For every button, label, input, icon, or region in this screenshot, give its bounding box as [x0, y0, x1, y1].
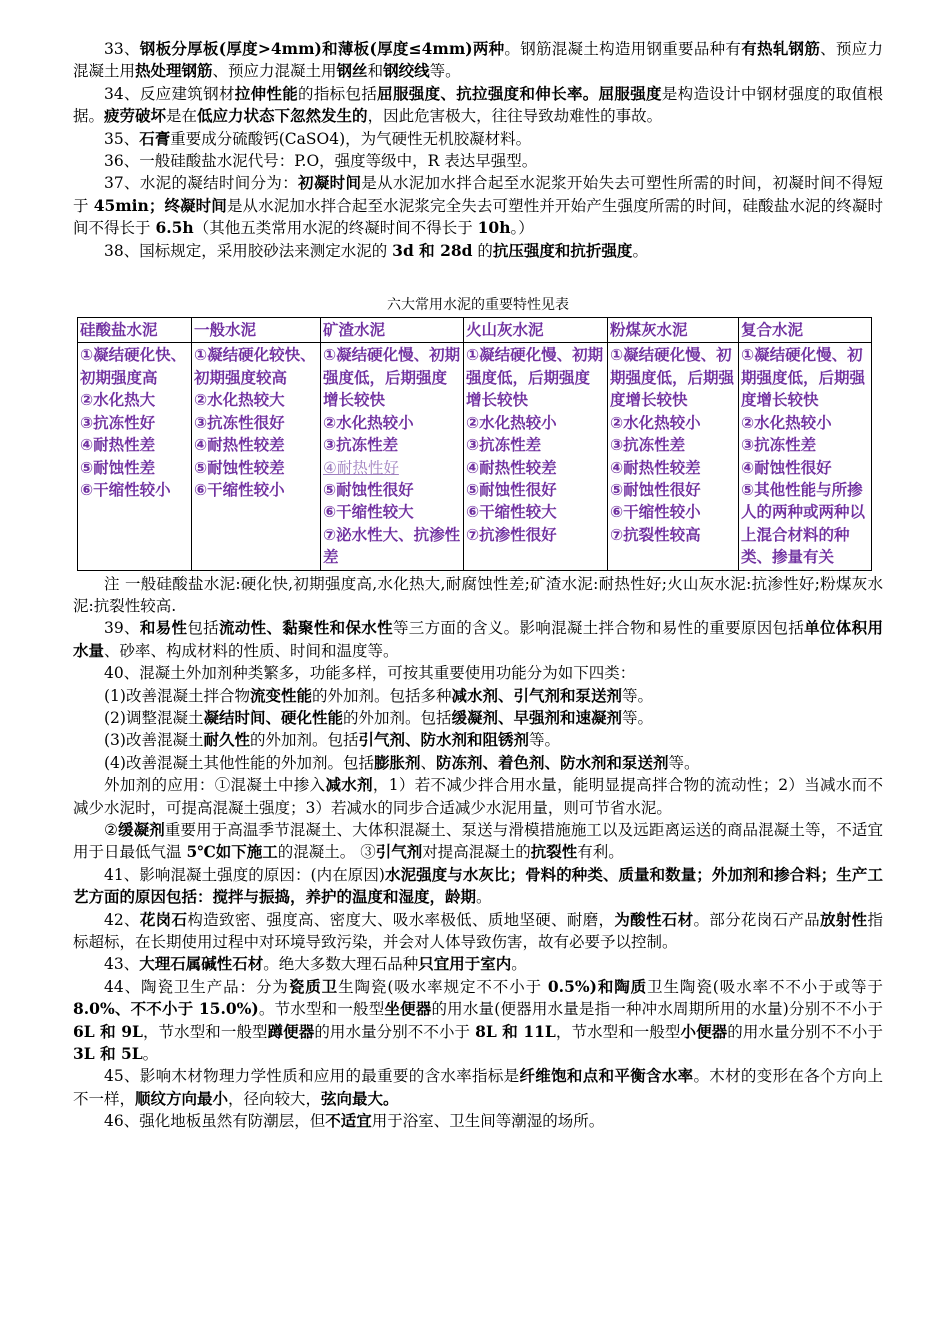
text-run: 等。	[668, 753, 700, 772]
bold-text: 10h	[477, 218, 511, 238]
bold-text: 为酸性石材	[614, 909, 694, 929]
text-run: (1)改善混凝土拌合物	[104, 686, 250, 705]
bold-text: 凝结时间、硬化性能	[203, 707, 343, 727]
text-run: 。	[142, 1045, 159, 1064]
property-item: ⑤其他性能与所掺人的两种或两种以上混合材料的种类、掺量有关	[741, 480, 866, 567]
text-section-top	[73, 38, 883, 262]
bold-text: 疲劳破坏	[104, 106, 167, 126]
paragraph	[73, 685, 883, 707]
text-run: ，1）若不减少拌合用水量，能明显提高拌合物的流动性；2）当减水而不减少水泥时，可提高混凝土强度；3）若减水的同步合适减少水泥用量，则可节省水泥。	[73, 776, 883, 817]
text-run: 有利。	[577, 843, 624, 862]
property-item: ③抗冻性差	[323, 436, 399, 455]
property-item: ⑥干缩性较大	[323, 503, 414, 522]
text-run: 卫生陶瓷(吸水率不不小于或等于	[647, 977, 883, 996]
paragraph	[73, 128, 883, 150]
text-run: 的用水量(便器用水量是指一种冲水周期所用的水量)分别不不小于	[431, 1000, 883, 1019]
property-item: ③抗冻性差	[466, 436, 542, 455]
bold-text: 耐久性	[203, 730, 250, 750]
text-run: (3)改善混凝土	[104, 731, 204, 750]
header-cell: 粉煤灰水泥	[608, 318, 739, 343]
text-run: 等。	[622, 708, 654, 727]
bold-text: 拉伸性能	[234, 83, 299, 103]
bold-text: 45min；终凝时间	[93, 195, 227, 215]
header-cell: 矿渣水泥	[321, 318, 464, 343]
property-item: ⑦泌水性大、抗渗性差	[323, 525, 461, 567]
paragraph	[73, 909, 883, 954]
property-item: ④耐热性较差	[610, 458, 701, 477]
text-run: 、砂率、构成材料的性质、时间和温度等。	[104, 641, 399, 660]
text-run: 43、	[104, 955, 140, 974]
header-cell: 硅酸盐水泥	[78, 318, 192, 343]
paragraph	[73, 38, 883, 83]
bold-text: 不适宜	[325, 1111, 372, 1131]
property-item: ②水化热较小	[741, 413, 832, 432]
bold-text: 蹲便器	[267, 1021, 315, 1041]
bold-text: 小便器	[680, 1021, 728, 1041]
property-item: ①凝结硬化慢、初期强度低，后期强度增长较快	[610, 346, 735, 410]
bold-text: 和易性	[139, 618, 188, 638]
bold-text: 钢板分厚板(厚度>4mm)和薄板(厚度≤4mm)两种	[139, 39, 505, 58]
bold-text: 0.5%)和陶质	[547, 976, 648, 996]
table-header-row	[78, 318, 872, 343]
text-run: 的指标包括	[298, 84, 378, 103]
paragraph	[73, 172, 883, 239]
paragraph	[73, 1110, 883, 1132]
bold-text: 石膏	[139, 128, 171, 148]
text-run: 等。	[529, 731, 561, 750]
bold-text: 屈服强度、抗拉强度和伸长率。屈服强度	[377, 83, 662, 103]
property-item: ⑥干缩性较小	[610, 503, 701, 522]
bold-text: 6.5h	[155, 218, 194, 238]
text-run: 。）	[510, 219, 534, 238]
property-cell	[608, 343, 739, 570]
header-cell: 复合水泥	[739, 318, 872, 343]
text-run: 。	[511, 955, 527, 974]
text-run: 是从水泥加水拌合起至水泥浆完全失去可塑性并开始产生强度所需的时间，硅酸盐水泥的终凝时间不得长于	[73, 196, 883, 238]
bold-text: 初凝时间	[298, 173, 362, 193]
cement-properties-table	[77, 317, 872, 570]
text-run: 重要用于高温季节混凝土、大体积混凝土、泵送与滑模措施施工以及远距离运送的商品混凝土等，不适宜用于日最低气温	[73, 821, 883, 862]
property-item: ①凝结硬化较快、初期强度较高	[194, 346, 316, 387]
text-run: 45、影响木材物理力学性质和应用的最重要的含水率指标是	[104, 1067, 520, 1086]
bold-text: 3L 和 5L	[73, 1044, 143, 1064]
property-item: ③抗冻性好	[80, 413, 156, 432]
property-item: ③抗冻性差	[741, 436, 817, 455]
property-item: ⑥干缩性较大	[466, 503, 557, 522]
text-run: 等。	[429, 62, 461, 81]
property-item: ②水化热大	[80, 391, 156, 410]
paragraph	[73, 976, 883, 1066]
bold-text: 缓凝剂	[118, 820, 165, 839]
text-run: 、预应力混凝土用	[73, 40, 883, 81]
property-item: ①凝结硬化慢、初期强度低，后期强度增长较快	[741, 346, 866, 410]
table-caption: 六大常用水泥的重要特性见表	[387, 297, 569, 314]
property-item: ④耐蚀性很好	[741, 458, 832, 477]
bold-text: 弦向最大。	[321, 1088, 399, 1108]
bold-text: 水泥强度与水灰比；骨料的种类、质量和数量；外加剂和掺合料；生产工艺方面的原因包括：搅拌与振捣，养护的温度和湿度，龄期	[73, 864, 883, 907]
text-run: 37、水泥的凝结时间分为：	[104, 174, 299, 193]
bold-text: 流变性能	[249, 685, 312, 705]
property-item: ④耐热性较差	[466, 458, 557, 477]
paragraph	[73, 150, 883, 172]
bold-text: 引气剂、防水剂和阻锈剂	[358, 730, 530, 750]
text-run: 39、	[104, 619, 140, 638]
property-item: ①凝结硬化慢、初期强度低，后期强度增长较快	[323, 346, 461, 410]
property-item: ③抗冻性差	[610, 436, 686, 455]
bold-text: 膨胀剂	[373, 752, 421, 772]
paragraph	[73, 573, 883, 618]
text-run: 。	[632, 241, 648, 260]
property-item: ⑤耐蚀性很好	[466, 480, 557, 499]
text-run: 的混凝土。 ③	[277, 843, 376, 862]
property-item: ③抗冻性很好	[194, 413, 285, 432]
text-run: 的外加剂。包括	[342, 708, 452, 727]
text-run: 。钢筋混凝土构造用钢重要品种有	[504, 40, 742, 58]
bold-text: 流动性、黏聚性和保水性	[218, 618, 393, 638]
text-run: ，节水型和一般型	[142, 1022, 268, 1041]
header-cell: 火山灰水泥	[464, 318, 608, 343]
text-run: 的外加剂。包括	[249, 731, 359, 750]
text-run: 、预应力混凝土用	[212, 62, 337, 81]
bold-text: 引气剂	[375, 842, 423, 862]
bold-text: 纤维饱和点和平衡含水率	[519, 1066, 694, 1086]
text-run: 外加剂的应用：①混凝土中掺入	[104, 776, 326, 795]
text-run: ，因此危害极大，往往导致劫难性的事故。	[367, 107, 663, 126]
property-item: ④耐热性较差	[194, 436, 285, 455]
bold-text: 减水剂、引气剂和泵送剂	[451, 685, 623, 705]
bold-text: 单位体积用水量	[73, 618, 883, 660]
text-run: (2)调整混凝土	[104, 708, 204, 727]
document-page	[73, 38, 883, 1133]
bold-text: 抗裂性	[530, 842, 578, 862]
property-cell	[78, 343, 192, 570]
property-item: ⑦抗裂性较高	[610, 525, 701, 544]
text-run: 34、反应建筑钢材	[104, 84, 235, 103]
bold-text: 防冻剂、着色剂、防水剂和泵送剂	[436, 752, 669, 772]
property-item: ②水化热较小	[610, 413, 701, 432]
bold-text: 6L 和 9L	[73, 1021, 143, 1041]
text-run: 42、	[104, 910, 140, 929]
bold-text: 顺纹方向最小	[135, 1088, 229, 1108]
property-cell	[739, 343, 872, 570]
text-run: 41、影响混凝土强度的原因：(内在原因)	[104, 865, 385, 884]
property-item: ⑤耐蚀性很好	[323, 480, 414, 499]
text-run: 等三方面的含义。影响混凝土拌合物和易性的重要原因包括	[392, 619, 805, 638]
text-run: 对提高混凝土的	[422, 843, 531, 862]
text-run: 是构造设计中钢材强度的取值根据。	[73, 84, 883, 126]
property-item: ⑦抗渗性很好	[466, 525, 557, 544]
text-run: 构造致密、强度高、密度大、吸水率极低、质地坚硬、耐磨，	[187, 910, 615, 929]
text-run: 等。	[622, 686, 654, 705]
header-cell: 一般水泥	[192, 318, 321, 343]
bold-text: 3d 和 28d	[392, 240, 473, 260]
bold-text: 钢丝	[336, 61, 368, 81]
table-row	[78, 343, 872, 570]
text-run: 33、	[104, 40, 140, 58]
paragraph	[73, 953, 883, 975]
property-item: ②水化热较小	[466, 413, 557, 432]
text-run: ，径向较大，	[228, 1089, 322, 1108]
text-run: 用于浴室、卫生间等潮湿的场所。	[371, 1112, 605, 1131]
text-run: 重要成分硫酸钙(CaSO4)，为气硬性无机胶凝材料。	[170, 129, 532, 148]
text-run: 。节水型和一般型	[258, 1000, 385, 1019]
text-run: 35、	[104, 129, 140, 148]
text-run: 。木材的变形在各个方向上不一样，	[73, 1067, 883, 1108]
text-run: 36、一般硅酸盐水泥代号：P.O，强度等级中，R 表达早强型。	[104, 152, 538, 171]
bold-text: 瓷质卫	[288, 976, 339, 996]
bold-text: 有热轧钢筋	[741, 39, 821, 58]
text-run: 。	[476, 888, 492, 907]
paragraph	[73, 662, 883, 684]
property-item: ①凝结硬化慢、初期强度低，后期强度增长较快	[466, 346, 604, 410]
paragraph	[73, 240, 883, 262]
text-run: 指标超标，在长期使用过程中对环境导致污染，并会对人体导致伤害，故有必要予以控制。	[73, 910, 883, 952]
bold-text: 花岗石	[139, 909, 188, 929]
paragraph	[73, 617, 883, 662]
property-item: ⑥干缩性较小	[194, 480, 285, 499]
property-item: ⑥干缩性较小	[80, 480, 171, 499]
bold-text: 只宜用于室内	[418, 954, 512, 974]
bold-text: 低应力状态下忽然发生的	[197, 106, 368, 126]
bold-text: 钢绞线	[383, 61, 430, 81]
text-run: 。绝大多数大理石品种	[263, 955, 419, 974]
text-run: 40、混凝土外加剂种类繁多，功能多样，可按其重要使用功能分为如下四类：	[104, 664, 636, 683]
text-run: 和	[367, 62, 384, 81]
bold-text: 8.0%、不不小于 15.0%)	[73, 999, 259, 1019]
text-run: 、	[420, 753, 436, 772]
paragraph	[73, 707, 883, 729]
text-run: 的外加剂。包括多种	[311, 686, 452, 705]
property-item: ②水化热较大	[194, 391, 285, 410]
bold-text: 抗压强度和抗折强度	[492, 240, 633, 260]
text-section-bottom	[73, 573, 883, 1133]
paragraph	[73, 819, 883, 864]
property-cell	[192, 343, 321, 570]
property-item: ⑤耐蚀性较差	[194, 458, 285, 477]
text-run: 的	[472, 241, 493, 260]
text-run: 38、国标规定，采用胶砂法来测定水泥的	[104, 241, 393, 260]
text-run: （其他五类常用水泥的终凝时间不得长于	[193, 219, 478, 238]
text-run: 是从水泥加水拌合起至水泥浆开始失去可塑性所需的时间，初凝时间不得短于	[73, 174, 883, 215]
property-item: ⑤耐蚀性很好	[610, 480, 701, 499]
text-run: 注 一般硅酸盐水泥:硬化快,初期强度高,水化热大,耐腐蚀性差;矿渣水泥:耐热性好;火山灰水泥:抗渗性好;粉煤灰水泥:抗裂性较高.	[73, 574, 883, 615]
text-run: 44、陶瓷卫生产品：分为	[104, 977, 289, 996]
paragraph	[73, 774, 883, 819]
property-item: ④耐热性差	[80, 436, 156, 455]
property-item: ①凝结硬化快、初期强度高	[80, 346, 187, 387]
text-run: 包括	[187, 619, 219, 638]
property-item: ④耐热性好	[323, 458, 399, 477]
bold-text: 坐便器	[384, 999, 432, 1019]
text-run: 。部分花岗石产品	[693, 910, 820, 929]
paragraph	[73, 83, 883, 128]
property-item: ②水化热较小	[323, 413, 414, 432]
bold-text: 减水剂	[325, 775, 373, 795]
text-run: 的用水量分别不不小于	[727, 1022, 883, 1041]
paragraph	[73, 1065, 883, 1110]
paragraph	[73, 864, 883, 909]
text-run: 生陶瓷(吸水率规定不不小于	[338, 977, 548, 996]
text-run: ②	[104, 821, 119, 839]
property-cell	[464, 343, 608, 570]
text-run: 是在	[166, 107, 198, 126]
property-item: ⑤耐蚀性差	[80, 458, 156, 477]
text-run: 的用水量分别不不小于	[314, 1022, 476, 1041]
text-run: ，节水型和一般型	[555, 1022, 681, 1041]
bold-text: 缓凝剂、早强剂和速凝剂	[451, 707, 623, 727]
paragraph	[73, 729, 883, 751]
bold-text: 5℃如下施工	[186, 842, 278, 862]
bold-text: 放射性	[819, 909, 868, 929]
bold-text: 大理石属碱性石材	[139, 954, 264, 974]
text-run: (4)改善混凝土其他性能的外加剂。包括	[104, 753, 374, 772]
bold-text: 热处理钢筋	[135, 61, 213, 81]
bold-text: 8L 和 11L	[475, 1021, 556, 1041]
property-cell	[321, 343, 464, 570]
text-run: 46、强化地板虽然有防潮层，但	[104, 1112, 326, 1131]
paragraph	[73, 752, 883, 774]
